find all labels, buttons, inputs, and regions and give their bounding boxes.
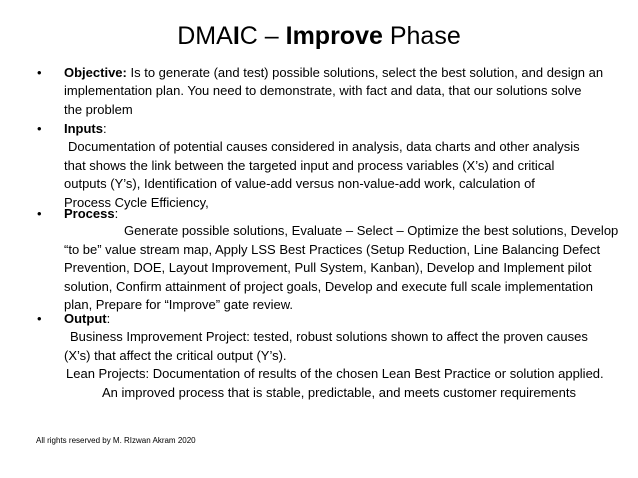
- inputs-body: [64, 138, 580, 212]
- output-line-3: Lean Projects: Documentation of results of the chosen Lean Best Practice or solution applied.: [66, 366, 604, 382]
- process-line-1: Generate possible solutions, Evaluate – Select – Optimize the best solutions, Develop: [124, 223, 619, 238]
- objective-line-3: the problem: [64, 101, 133, 117]
- inputs-line-2: that shows the link between the targeted input and process variables (X’s) and critical: [64, 157, 555, 173]
- process-line-5: plan, Prepare for “Improve” gate review.: [64, 297, 294, 313]
- output-body: [64, 328, 604, 402]
- copyright-footer: All rights reserved by M. RIzwan Akram 2020: [36, 436, 196, 445]
- inputs-line-3: outputs (Y’s), Identification of value-add versus non-value-add work, calculation of: [64, 176, 535, 192]
- process-line-3: Prevention, DOE, Layout Improvement, Pull System, Kanban), Develop and Implement pilot: [64, 260, 592, 276]
- output-line-1: Business Improvement Project: tested, robust solutions shown to affect the proven causes: [70, 329, 588, 344]
- bullet-dot: •: [37, 121, 42, 136]
- slide-title: [0, 20, 638, 52]
- title-bold-i: I: [232, 22, 240, 50]
- output-line-4: An improved process that is stable, predictable, and meets customer requirements: [102, 384, 577, 400]
- title-middle: C –: [239, 22, 286, 50]
- output-label: Output: [64, 311, 107, 326]
- process-line-4: solution, Confirm attainment of project goals, Develop and execute full scale implementation: [64, 278, 593, 294]
- title-suffix: Phase: [382, 22, 461, 50]
- process-colon: :: [114, 206, 119, 221]
- bullet-dot: •: [37, 65, 42, 80]
- bullet-dot: •: [37, 206, 42, 221]
- inputs-label: Inputs: [64, 121, 103, 136]
- inputs-line-4: Process Cycle Efficiency,: [64, 194, 209, 210]
- output-colon: :: [106, 311, 111, 326]
- process-label: Process: [64, 206, 115, 221]
- title-prefix: DMA: [177, 22, 233, 50]
- inputs-heading: [64, 120, 107, 138]
- objective-label: Objective:: [64, 65, 127, 80]
- objective-line-1: Is to generate (and test) possible solutions, select the best solution, and design an: [130, 65, 604, 80]
- output-heading: [64, 310, 110, 328]
- objective-line-2: implementation plan. You need to demonstrate, with fact and data, that our solutions solve: [64, 83, 582, 98]
- process-heading: [64, 205, 118, 223]
- process-line-2: “to be” value stream map, Apply LSS Best Practices (Setup Reduction, Line Balancing Defect: [64, 241, 601, 257]
- process-body: [64, 222, 618, 315]
- objective-heading: [64, 64, 603, 82]
- bullet-dot: •: [37, 311, 42, 326]
- inputs-colon: :: [103, 121, 107, 136]
- inputs-line-1: Documentation of potential causes considered in analysis, data charts and other analysis: [68, 139, 580, 154]
- output-line-2: (X’s) that affect the critical output (Y’s).: [64, 347, 287, 363]
- objective-body: [64, 82, 581, 119]
- title-bold-word: Improve: [285, 22, 383, 50]
